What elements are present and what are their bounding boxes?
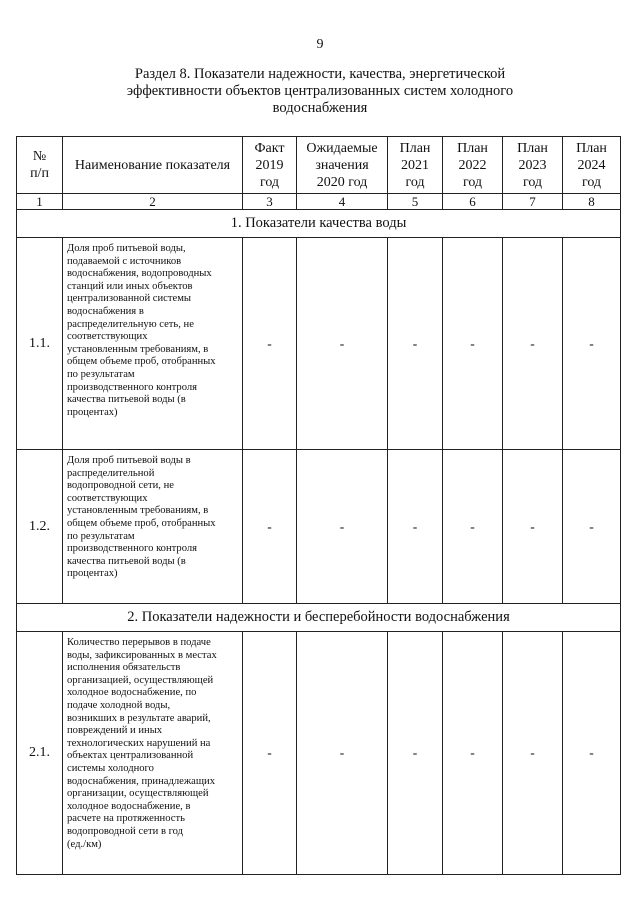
page-number: 9 [316, 37, 324, 52]
value-cell: - [297, 238, 388, 450]
value-cell: - [503, 238, 563, 450]
table-row [17, 450, 621, 604]
value-cell: - [503, 450, 563, 604]
section-heading: 1. Показатели качества воды [17, 210, 621, 238]
table-row [17, 632, 621, 875]
value-cell: - [563, 450, 621, 604]
header-cell-plan-2021: План 2021 год [388, 137, 443, 194]
header-cell-plan-2024: План 2024 год [563, 137, 621, 194]
row-number: 1.2. [17, 450, 63, 604]
value-cell: - [388, 450, 443, 604]
value-cell: - [443, 632, 503, 875]
column-number: 4 [297, 194, 388, 210]
column-number: 8 [563, 194, 621, 210]
indicators-table [16, 136, 621, 875]
column-number: 6 [443, 194, 503, 210]
header-cell-expected-2020: Ожидаемые значения 2020 год [297, 137, 388, 194]
section-title-line: Раздел 8. Показатели надежности, качества, энергетической [134, 66, 506, 82]
row-description: Количество перерывов в подаче воды, зафиксированных в местах исполнения обязательств организацией, осуществляющей холодное водоснабжение, по подаче холодной воды, возникших в результате аварий, повреждений и иных технологических нарушений на объектах централизованной системы холодного водоснабжения, принадлежащих организации, осуществляющей холодное водоснабжение, в расчете на протяженность водопроводной сети в год (ед./км) [63, 632, 243, 875]
value-cell: - [563, 632, 621, 875]
row-description: Доля проб питьевой воды, подаваемой с источников водоснабжения, водопроводных станций или иных объектов централизованной системы водоснабжения в распределительную сеть, не соответствующих установленным требованиям, в общем объеме проб, отобранных по результатам производственного контроля качества питьевой воды (в процентах) [63, 238, 243, 450]
value-cell: - [503, 632, 563, 875]
row-number: 1.1. [17, 238, 63, 450]
section-title-line: эффективности объектов централизованных систем холодного [126, 83, 514, 99]
header-cell-plan-2022: План 2022 год [443, 137, 503, 194]
section-title-line: водоснабжения [272, 100, 368, 116]
value-cell: - [443, 450, 503, 604]
section-title [80, 66, 560, 117]
column-number: 1 [17, 194, 63, 210]
value-cell: - [243, 450, 297, 604]
table-row [17, 238, 621, 450]
column-numbers-row [17, 194, 621, 210]
column-number: 5 [388, 194, 443, 210]
header-cell-plan-2023: План 2023 год [503, 137, 563, 194]
row-description: Доля проб питьевой воды в распределительной водопроводной сети, не соответствующих установленным требованиям, в общем объеме проб, отобранных по результатам производственного контроля качества питьевой воды (в процентах) [63, 450, 243, 604]
column-number: 7 [503, 194, 563, 210]
value-cell: - [388, 632, 443, 875]
column-number: 3 [243, 194, 297, 210]
value-cell: - [297, 632, 388, 875]
header-cell-indicator-name: Наименование показателя [63, 137, 243, 194]
section-row-water-quality [17, 210, 621, 238]
header-row [17, 137, 621, 194]
row-number: 2.1. [17, 632, 63, 875]
value-cell: - [243, 632, 297, 875]
header-cell-number: № п/п [17, 137, 63, 194]
section-row-reliability [17, 604, 621, 632]
value-cell: - [443, 238, 503, 450]
header-cell-fact-2019: Факт 2019 год [243, 137, 297, 194]
value-cell: - [297, 450, 388, 604]
value-cell: - [388, 238, 443, 450]
column-number: 2 [63, 194, 243, 210]
value-cell: - [243, 238, 297, 450]
value-cell: - [563, 238, 621, 450]
section-heading: 2. Показатели надежности и бесперебойности водоснабжения [17, 604, 621, 632]
